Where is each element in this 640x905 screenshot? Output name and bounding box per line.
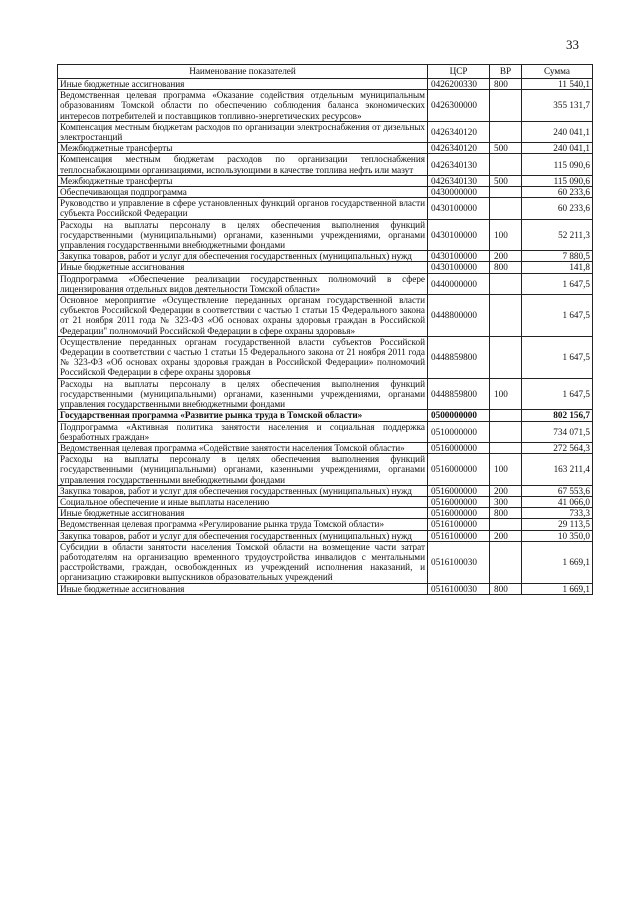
row-csr: 0430100000 xyxy=(428,198,490,219)
row-vr: 800 xyxy=(490,583,522,594)
row-name: Основное мероприятие «Осуществление переданных органам государственной власти субъектов Российской Федерации в соответствии с частью 1 статьи 15 Федерального закона от 21 ноября 2011 года № 323-ФЗ «Об основах охраны здоровья граждан в Российской Федерации" полномочий Российской Федерации в сфере охраны здоровья» xyxy=(58,295,428,337)
row-name: Социальное обеспечение и иные выплаты населению xyxy=(58,496,428,507)
row-csr: 0516100000 xyxy=(428,519,490,530)
row-vr xyxy=(490,410,522,421)
row-vr: 500 xyxy=(490,175,522,186)
row-vr xyxy=(490,90,522,122)
page-number: 33 xyxy=(566,37,579,52)
row-sum: 1 647,5 xyxy=(522,378,593,410)
row-vr: 800 xyxy=(490,79,522,90)
row-csr: 0516000000 xyxy=(428,508,490,519)
row-sum: 802 156,7 xyxy=(522,410,593,421)
row-vr: 800 xyxy=(490,262,522,273)
row-vr: 500 xyxy=(490,143,522,154)
table-row xyxy=(58,295,593,337)
table-row xyxy=(58,496,593,507)
row-sum: 141,8 xyxy=(522,262,593,273)
row-csr: 0516000000 xyxy=(428,442,490,453)
table-row xyxy=(58,508,593,519)
row-csr: 0426340130 xyxy=(428,175,490,186)
table-row xyxy=(58,262,593,273)
row-sum: 240 041,1 xyxy=(522,143,593,154)
row-csr: 0426340120 xyxy=(428,121,490,142)
table-row xyxy=(58,454,593,486)
row-sum: 7 880,5 xyxy=(522,251,593,262)
row-sum: 240 041,1 xyxy=(522,121,593,142)
row-name: Ведомственная целевая программа «Регулирование рынка труда Томской области» xyxy=(58,519,428,530)
row-sum: 163 211,4 xyxy=(522,454,593,486)
row-vr xyxy=(490,295,522,337)
table-row xyxy=(58,378,593,410)
table-row xyxy=(58,175,593,186)
row-sum: 1 647,5 xyxy=(522,295,593,337)
row-name: Иные бюджетные ассигнования xyxy=(58,262,428,273)
row-name: Обеспечивающая подпрограмма xyxy=(58,187,428,198)
row-csr: 0440000000 xyxy=(428,273,490,294)
header-csr: ЦСР xyxy=(428,65,490,79)
row-csr: 0430100000 xyxy=(428,262,490,273)
row-vr: 200 xyxy=(490,251,522,262)
row-name: Осуществление переданных органам государственной власти субъектов Российской Федерации в соответствии с частью 1 статьи 15 Федерального закона от 21 ноября 2011 года № 323-ФЗ «Об основах охраны здоровья граждан в Российской Федерации» полномочий Российской Федерации в сфере охраны здоровья xyxy=(58,336,428,378)
row-sum: 10 350,0 xyxy=(522,530,593,541)
row-csr: 0516100000 xyxy=(428,530,490,541)
row-name: Расходы на выплаты персоналу в целях обеспечения выполнения функций государственными (муниципальными) органами, казенными учреждениями, органами управления государственными внебюджетными фондами xyxy=(58,219,428,251)
row-csr: 0448800000 xyxy=(428,295,490,337)
row-name: Иные бюджетные ассигнования xyxy=(58,508,428,519)
table-row xyxy=(58,154,593,175)
row-sum: 115 090,6 xyxy=(522,175,593,186)
row-name: Иные бюджетные ассигнования xyxy=(58,583,428,594)
row-csr: 0430000000 xyxy=(428,187,490,198)
table-row xyxy=(58,79,593,90)
row-vr: 200 xyxy=(490,485,522,496)
row-sum: 67 553,6 xyxy=(522,485,593,496)
row-csr: 0516000000 xyxy=(428,496,490,507)
row-vr xyxy=(490,121,522,142)
row-name: Подпрограмма «Активная политика занятости населения и социальная поддержка безработных граждан» xyxy=(58,421,428,442)
row-vr: 100 xyxy=(490,378,522,410)
row-csr: 0426340120 xyxy=(428,143,490,154)
row-vr xyxy=(490,187,522,198)
row-csr: 0516100030 xyxy=(428,541,490,583)
row-sum: 1 647,5 xyxy=(522,336,593,378)
row-csr: 0426200330 xyxy=(428,79,490,90)
row-sum: 41 066,0 xyxy=(522,496,593,507)
table-row xyxy=(58,198,593,219)
row-name: Закупка товаров, работ и услуг для обеспечения государственных (муниципальных) нужд xyxy=(58,530,428,541)
row-sum: 733,3 xyxy=(522,508,593,519)
row-name: Компенсация местным бюджетам расходов по организации электроснабжения от дизельных электростанций xyxy=(58,121,428,142)
table-row xyxy=(58,530,593,541)
row-name: Компенсация местным бюджетам расходов по организации теплоснабжения теплоснабжающими организациями, использующими в качестве топлива нефть или мазут xyxy=(58,154,428,175)
header-vr: ВР xyxy=(490,65,522,79)
row-name: Закупка товаров, работ и услуг для обеспечения государственных (муниципальных) нужд xyxy=(58,485,428,496)
row-csr: 0516100030 xyxy=(428,583,490,594)
row-sum: 272 564,3 xyxy=(522,442,593,453)
row-sum: 115 090,6 xyxy=(522,154,593,175)
budget-table xyxy=(57,64,593,595)
header-name: Наименование показателей xyxy=(58,65,428,79)
row-sum: 355 131,7 xyxy=(522,90,593,122)
table-row xyxy=(58,121,593,142)
row-sum: 734 071,5 xyxy=(522,421,593,442)
table-row xyxy=(58,336,593,378)
table-row xyxy=(58,251,593,262)
row-vr xyxy=(490,154,522,175)
row-sum: 11 540,1 xyxy=(522,79,593,90)
row-csr: 0500000000 xyxy=(428,410,490,421)
row-csr: 0426300000 xyxy=(428,90,490,122)
row-name: Межбюджетные трансферты xyxy=(58,143,428,154)
row-name: Иные бюджетные ассигнования xyxy=(58,79,428,90)
table-row xyxy=(58,421,593,442)
row-name: Государственная программа «Развитие рынка труда в Томской области» xyxy=(58,410,428,421)
table-row xyxy=(58,442,593,453)
row-vr: 300 xyxy=(490,496,522,507)
row-vr xyxy=(490,198,522,219)
row-csr: 0430100000 xyxy=(428,219,490,251)
table-row xyxy=(58,583,593,594)
row-csr: 0516000000 xyxy=(428,454,490,486)
row-vr: 100 xyxy=(490,219,522,251)
row-sum: 29 113,5 xyxy=(522,519,593,530)
row-csr: 0510000000 xyxy=(428,421,490,442)
row-vr: 100 xyxy=(490,454,522,486)
row-vr xyxy=(490,336,522,378)
row-name: Ведомственная целевая программа «Содействие занятости населения Томской области» xyxy=(58,442,428,453)
row-csr: 0426340130 xyxy=(428,154,490,175)
row-sum: 1 669,1 xyxy=(522,541,593,583)
row-name: Расходы на выплаты персоналу в целях обеспечения выполнения функций государственными (муниципальными) органами, казенными учреждениями, органами управления государственными внебюджетными фондами xyxy=(58,378,428,410)
row-vr xyxy=(490,442,522,453)
row-sum: 60 233,6 xyxy=(522,198,593,219)
table-header-row xyxy=(58,65,593,79)
row-vr: 200 xyxy=(490,530,522,541)
row-name: Субсидии в области занятости населения Томской области на возмещение части затрат работодателям на организацию временного трудоустройства инвалидов с ментальными расстройствами, граждан, освобожденных из учреждений исполнения наказаний, и организацию стажировки выпускников образовательных учреждений xyxy=(58,541,428,583)
table-row xyxy=(58,143,593,154)
header-sum: Сумма xyxy=(522,65,593,79)
row-vr xyxy=(490,519,522,530)
row-vr xyxy=(490,541,522,583)
row-sum: 52 211,3 xyxy=(522,219,593,251)
row-name: Подпрограмма «Обеспечение реализации государственных полномочий в сфере лицензирования отдельных видов деятельности Томской области» xyxy=(58,273,428,294)
row-sum: 1 647,5 xyxy=(522,273,593,294)
row-name: Закупка товаров, работ и услуг для обеспечения государственных (муниципальных) нужд xyxy=(58,251,428,262)
row-vr xyxy=(490,273,522,294)
row-name: Ведомственная целевая программа «Оказание содействия отдельным муниципальным образованиям Томской области по обеспечению соблюдения баланса экономических интересов потребителей и поставщиков топливно-энергетических ресурсов» xyxy=(58,90,428,122)
table-row xyxy=(58,541,593,583)
row-vr xyxy=(490,421,522,442)
row-sum: 1 669,1 xyxy=(522,583,593,594)
table-row xyxy=(58,273,593,294)
row-name: Межбюджетные трансферты xyxy=(58,175,428,186)
table-row xyxy=(58,485,593,496)
row-csr: 0430100000 xyxy=(428,251,490,262)
row-sum: 60 233,6 xyxy=(522,187,593,198)
table-row xyxy=(58,410,593,421)
row-csr: 0448859800 xyxy=(428,336,490,378)
table-row xyxy=(58,187,593,198)
row-csr: 0448859800 xyxy=(428,378,490,410)
row-csr: 0516000000 xyxy=(428,485,490,496)
row-name: Руководство и управление в сфере установленных функций органов государственной власти субъекта Российской Федерации xyxy=(58,198,428,219)
table-row xyxy=(58,90,593,122)
table-row xyxy=(58,519,593,530)
row-vr: 800 xyxy=(490,508,522,519)
row-name: Расходы на выплаты персоналу в целях обеспечения выполнения функций государственными (муниципальными) органами, казенными учреждениями, органами управления государственными внебюджетными фондами xyxy=(58,454,428,486)
table-row xyxy=(58,219,593,251)
